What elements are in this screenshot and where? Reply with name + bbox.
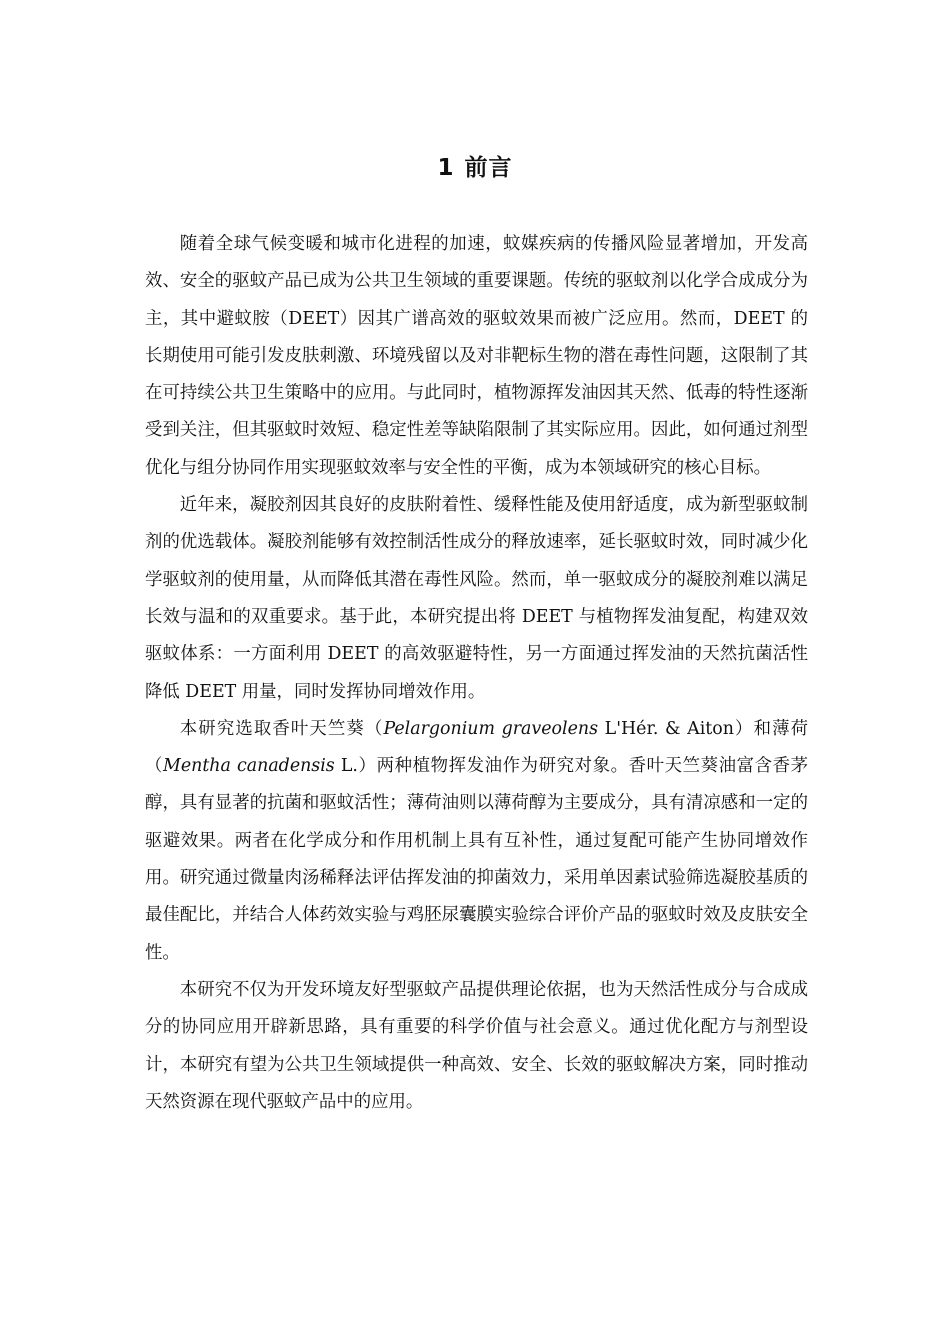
paragraph-3-text-2: L'Hér. & Aiton）和薄荷（ [145, 718, 808, 777]
paragraph-4: 本研究不仅为开发环境友好型驱蚊产品提供理论依据，也为天然活性成分与合成成分的协同应用开辟新思路，具有重要的科学价值与社会意义。通过优化配方与剂型设计，本研究有望为公共卫生领域提供一种高效、安全、长效的驱蚊解决方案，同时推动天然资源在现代驱蚊产品中的应用。 [145, 979, 808, 1112]
paragraph-3-text-1: 本研究选取香叶天竺葵（ [179, 718, 384, 739]
paragraph-1: 随着全球气候变暖和城市化进程的加速，蚊媒疾病的传播风险显著增加，开发高效、安全的驱蚊产品已成为公共卫生领域的重要课题。传统的驱蚊剂以化学合成成分为主，其中避蚊胺（DEET）因其广谱高效的驱蚊效果而被广泛应用。然而，DEET 的长期使用可能引发皮肤刺激、环境残留以及对非靶标生物的潜在毒性问题，这限制了其在可持续公共卫生策略中的应用。与此同时，植物源挥发油因其天然、低毒的特性逐渐受到关注，但其驱蚊时效短、稳定性差等缺陷限制了其实际应用。因此，如何通过剂型优化与组分协同作用实现驱蚊效率与安全性的平衡，成为本领域研究的核心目标。 [145, 234, 808, 478]
species-name-mentha: Mentha canadensis [163, 756, 335, 777]
section-number: 1 [437, 155, 455, 181]
paragraph-3 [145, 711, 808, 972]
section-heading [0, 150, 950, 186]
section-body [145, 226, 808, 1121]
section-title-text: 前言 [464, 155, 513, 181]
paragraph-2: 近年来，凝胶剂因其良好的皮肤附着性、缓释性能及使用舒适度，成为新型驱蚊制剂的优选载体。凝胶剂能够有效控制活性成分的释放速率，延长驱蚊时效，同时减少化学驱蚊剂的使用量，从而降低其潜在毒性风险。然而，单一驱蚊成分的凝胶剂难以满足长效与温和的双重要求。基于此，本研究提出将 DEET 与植物挥发油复配，构建双效驱蚊体系：一方面利用 DEET 的高效驱避特性，另一方面通过挥发油的天然抗菌活性降低 DEET 用量，同时发挥协同增效作用。 [145, 495, 808, 702]
paragraph-3-text-3: L.）两种植物挥发油作为研究对象。香叶天竺葵油富含香茅醇，具有显著的抗菌和驱蚊活性；薄荷油则以薄荷醇为主要成分，具有清凉感和一定的驱避效果。两者在化学成分和作用机制上具有互补性，通过复配可能产生协同增效作用。研究通过微量肉汤稀释法评估挥发油的抑菌效力，采用单因素试验筛选凝胶基质的最佳配比，并结合人体药效实验与鸡胚尿囊膜实验综合评价产品的驱蚊时效及皮肤安全性。 [145, 756, 808, 963]
species-name-pelargonium: Pelargonium graveolens [383, 718, 598, 739]
